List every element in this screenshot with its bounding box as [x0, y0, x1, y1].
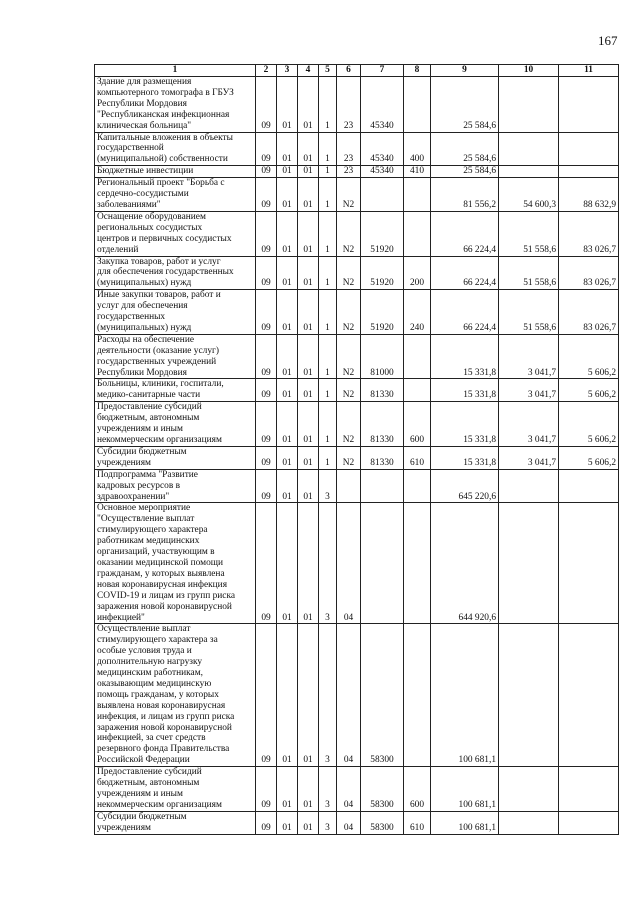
code-direction: 51920	[361, 290, 404, 335]
code-program: 3	[319, 469, 337, 503]
code-program: 3	[319, 624, 337, 767]
table-body	[95, 77, 619, 835]
amount-col-9: 66 224,4	[431, 256, 499, 290]
row-name: Региональный проект "Борьба с сердечно-сосудистыми заболеваниями"	[95, 178, 256, 212]
table-row	[95, 132, 619, 166]
code-project: N2	[337, 446, 361, 469]
amount-col-11: 5 606,2	[559, 402, 619, 447]
amount-col-9: 15 331,8	[431, 446, 499, 469]
column-header-row	[95, 65, 619, 77]
code-direction	[361, 503, 404, 624]
table-row	[95, 77, 619, 133]
code-direction: 58300	[361, 767, 404, 812]
amount-col-9: 15 331,8	[431, 379, 499, 402]
row-name: Осуществление выплат стимулирующего характера за особые условия труда и дополнительную нагрузку медицинским работникам, оказывающим медицинскую помощь гражданам, у которых выявлена новая коронавирусная инфекция, и лицам из групп риска заражения новой коронавирусной инфекцией, за счет средств резервного фонда Правительства Российской Федерации	[95, 624, 256, 767]
amount-col-9: 644 920,6	[431, 503, 499, 624]
page-number: 167	[598, 33, 618, 48]
amount-col-9: 100 681,1	[431, 767, 499, 812]
amount-col-10	[499, 503, 559, 624]
amount-col-10	[499, 811, 559, 834]
code-section: 01	[277, 334, 298, 379]
code-ministry: 09	[256, 256, 277, 290]
row-name: Предоставление субсидий бюджетным, автономным учреждениям и иным некоммерческим организациям	[95, 767, 256, 812]
amount-col-11	[559, 811, 619, 834]
table-row	[95, 446, 619, 469]
amount-col-9: 25 584,6	[431, 77, 499, 133]
code-ministry: 09	[256, 446, 277, 469]
code-direction: 51920	[361, 211, 404, 256]
column-header: 6	[337, 65, 361, 77]
amount-col-11: 83 026,7	[559, 290, 619, 335]
column-header: 5	[319, 65, 337, 77]
code-expense-type: 410	[404, 166, 431, 178]
code-project: N2	[337, 334, 361, 379]
row-name: Основное мероприятие "Осуществление выплат стимулирующего характера работникам медицинских организаций, участвующим в оказании медицинской помощи гражданам, у которых выявлена новая коронавирусная инфекция COVID-19 и лицам из групп риска заражения новой коронавирусной инфекцией"	[95, 503, 256, 624]
code-subsection: 01	[298, 469, 319, 503]
table-row	[95, 379, 619, 402]
code-ministry: 09	[256, 77, 277, 133]
code-ministry: 09	[256, 178, 277, 212]
code-subsection: 01	[298, 256, 319, 290]
code-program: 1	[319, 290, 337, 335]
code-ministry: 09	[256, 811, 277, 834]
code-direction: 45340	[361, 166, 404, 178]
code-expense-type	[404, 469, 431, 503]
code-direction: 81330	[361, 402, 404, 447]
amount-col-10: 51 558,6	[499, 290, 559, 335]
table-row	[95, 211, 619, 256]
amount-col-10	[499, 624, 559, 767]
code-program: 1	[319, 77, 337, 133]
code-ministry: 09	[256, 624, 277, 767]
code-section: 01	[277, 402, 298, 447]
code-subsection: 01	[298, 767, 319, 812]
column-header: 7	[361, 65, 404, 77]
code-direction: 81000	[361, 334, 404, 379]
amount-col-11: 5 606,2	[559, 334, 619, 379]
code-ministry: 09	[256, 503, 277, 624]
table-row	[95, 624, 619, 767]
code-expense-type	[404, 334, 431, 379]
amount-col-11: 5 606,2	[559, 379, 619, 402]
code-project: 04	[337, 811, 361, 834]
code-program: 1	[319, 334, 337, 379]
code-project	[337, 469, 361, 503]
amount-col-11	[559, 503, 619, 624]
table-row	[95, 503, 619, 624]
amount-col-11	[559, 624, 619, 767]
row-name: Расходы на обеспечение деятельности (оказание услуг) государственных учреждений Республики Мордовия	[95, 334, 256, 379]
amount-col-11	[559, 132, 619, 166]
code-project: 23	[337, 77, 361, 133]
code-section: 01	[277, 469, 298, 503]
table-row	[95, 166, 619, 178]
amount-col-11	[559, 767, 619, 812]
amount-col-11: 5 606,2	[559, 446, 619, 469]
code-program: 1	[319, 402, 337, 447]
code-ministry: 09	[256, 402, 277, 447]
column-header: 11	[559, 65, 619, 77]
column-header: 8	[404, 65, 431, 77]
amount-col-11	[559, 166, 619, 178]
amount-col-9: 25 584,6	[431, 166, 499, 178]
code-subsection: 01	[298, 503, 319, 624]
amount-col-10	[499, 166, 559, 178]
code-ministry: 09	[256, 379, 277, 402]
table-row	[95, 290, 619, 335]
code-subsection: 01	[298, 379, 319, 402]
code-direction: 45340	[361, 77, 404, 133]
code-ministry: 09	[256, 469, 277, 503]
amount-col-9: 81 556,2	[431, 178, 499, 212]
code-expense-type: 600	[404, 767, 431, 812]
code-program: 1	[319, 166, 337, 178]
code-program: 1	[319, 256, 337, 290]
row-name: Капитальные вложения в объекты государственной (муниципальной) собственности	[95, 132, 256, 166]
code-ministry: 09	[256, 334, 277, 379]
amount-col-10	[499, 469, 559, 503]
code-ministry: 09	[256, 166, 277, 178]
code-program: 1	[319, 379, 337, 402]
amount-col-10: 3 041,7	[499, 446, 559, 469]
code-project: N2	[337, 178, 361, 212]
column-header: 1	[95, 65, 256, 77]
amount-col-9: 25 584,6	[431, 132, 499, 166]
code-program: 1	[319, 178, 337, 212]
code-ministry: 09	[256, 132, 277, 166]
amount-col-9: 15 331,8	[431, 402, 499, 447]
column-header: 9	[431, 65, 499, 77]
code-subsection: 01	[298, 77, 319, 133]
code-section: 01	[277, 166, 298, 178]
code-program: 3	[319, 811, 337, 834]
code-section: 01	[277, 379, 298, 402]
code-section: 01	[277, 211, 298, 256]
code-section: 01	[277, 767, 298, 812]
row-name: Бюджетные инвестиции	[95, 166, 256, 178]
code-section: 01	[277, 624, 298, 767]
code-project: 04	[337, 503, 361, 624]
code-project: 23	[337, 166, 361, 178]
code-section: 01	[277, 77, 298, 133]
amount-col-10: 51 558,6	[499, 211, 559, 256]
code-direction: 58300	[361, 811, 404, 834]
code-program: 3	[319, 767, 337, 812]
column-header: 3	[277, 65, 298, 77]
code-section: 01	[277, 290, 298, 335]
row-name: Больницы, клиники, госпитали, медико-санитарные части	[95, 379, 256, 402]
code-section: 01	[277, 178, 298, 212]
code-direction	[361, 178, 404, 212]
column-header: 4	[298, 65, 319, 77]
amount-col-9: 645 220,6	[431, 469, 499, 503]
amount-col-10: 3 041,7	[499, 402, 559, 447]
amount-col-11: 83 026,7	[559, 211, 619, 256]
row-name: Предоставление субсидий бюджетным, автономным учреждениям и иным некоммерческим организациям	[95, 402, 256, 447]
code-direction: 81330	[361, 379, 404, 402]
row-name: Иные закупки товаров, работ и услуг для обеспечения государственных (муниципальных) нужд	[95, 290, 256, 335]
code-expense-type	[404, 379, 431, 402]
table-row	[95, 811, 619, 834]
code-direction: 45340	[361, 132, 404, 166]
code-project: 04	[337, 624, 361, 767]
row-name: Подпрограмма "Развитие кадровых ресурсов в здравоохранении"	[95, 469, 256, 503]
amount-col-11: 88 632,9	[559, 178, 619, 212]
code-expense-type	[404, 503, 431, 624]
code-project: N2	[337, 256, 361, 290]
amount-col-10	[499, 767, 559, 812]
code-expense-type: 240	[404, 290, 431, 335]
amount-col-11	[559, 469, 619, 503]
code-project: 23	[337, 132, 361, 166]
code-subsection: 01	[298, 290, 319, 335]
code-section: 01	[277, 446, 298, 469]
code-direction: 51920	[361, 256, 404, 290]
code-ministry: 09	[256, 767, 277, 812]
code-expense-type: 610	[404, 811, 431, 834]
row-name: Субсидии бюджетным учреждениям	[95, 446, 256, 469]
amount-col-9: 15 331,8	[431, 334, 499, 379]
code-section: 01	[277, 132, 298, 166]
code-program: 3	[319, 503, 337, 624]
code-ministry: 09	[256, 290, 277, 335]
code-subsection: 01	[298, 166, 319, 178]
amount-col-10: 51 558,6	[499, 256, 559, 290]
table-row	[95, 469, 619, 503]
amount-col-11: 83 026,7	[559, 256, 619, 290]
code-project: N2	[337, 211, 361, 256]
code-direction: 81330	[361, 446, 404, 469]
code-expense-type	[404, 211, 431, 256]
code-program: 1	[319, 211, 337, 256]
amount-col-9: 66 224,4	[431, 211, 499, 256]
row-name: Оснащение оборудованием региональных сосудистых центров и первичных сосудистых отделений	[95, 211, 256, 256]
code-subsection: 01	[298, 211, 319, 256]
code-project: 04	[337, 767, 361, 812]
table-row	[95, 334, 619, 379]
table-row	[95, 178, 619, 212]
code-subsection: 01	[298, 402, 319, 447]
table-row	[95, 402, 619, 447]
code-expense-type: 610	[404, 446, 431, 469]
code-section: 01	[277, 256, 298, 290]
code-program: 1	[319, 132, 337, 166]
code-section: 01	[277, 503, 298, 624]
amount-col-9: 100 681,1	[431, 624, 499, 767]
amount-col-10: 54 600,3	[499, 178, 559, 212]
code-expense-type	[404, 178, 431, 212]
code-subsection: 01	[298, 178, 319, 212]
code-subsection: 01	[298, 811, 319, 834]
code-expense-type	[404, 624, 431, 767]
column-header: 2	[256, 65, 277, 77]
code-subsection: 01	[298, 624, 319, 767]
code-program: 1	[319, 446, 337, 469]
amount-col-10: 3 041,7	[499, 334, 559, 379]
row-name: Здание для размещения компьютерного томографа в ГБУЗ Республики Мордовия "Республиканская инфекционная клиническая больница"	[95, 77, 256, 133]
code-section: 01	[277, 811, 298, 834]
code-subsection: 01	[298, 334, 319, 379]
row-name: Субсидии бюджетным учреждениям	[95, 811, 256, 834]
budget-table	[94, 64, 619, 835]
code-subsection: 01	[298, 132, 319, 166]
code-expense-type: 200	[404, 256, 431, 290]
code-expense-type: 600	[404, 402, 431, 447]
row-name: Закупка товаров, работ и услуг для обеспечения государственных (муниципальных) нужд	[95, 256, 256, 290]
amount-col-10	[499, 77, 559, 133]
code-expense-type: 400	[404, 132, 431, 166]
code-ministry: 09	[256, 211, 277, 256]
amount-col-9: 100 681,1	[431, 811, 499, 834]
amount-col-9: 66 224,4	[431, 290, 499, 335]
amount-col-10: 3 041,7	[499, 379, 559, 402]
column-header: 10	[499, 65, 559, 77]
table-row	[95, 256, 619, 290]
amount-col-11	[559, 77, 619, 133]
code-direction	[361, 469, 404, 503]
code-expense-type	[404, 77, 431, 133]
code-project: N2	[337, 290, 361, 335]
amount-col-10	[499, 132, 559, 166]
code-project: N2	[337, 402, 361, 447]
table-row	[95, 767, 619, 812]
code-subsection: 01	[298, 446, 319, 469]
code-direction: 58300	[361, 624, 404, 767]
code-project: N2	[337, 379, 361, 402]
